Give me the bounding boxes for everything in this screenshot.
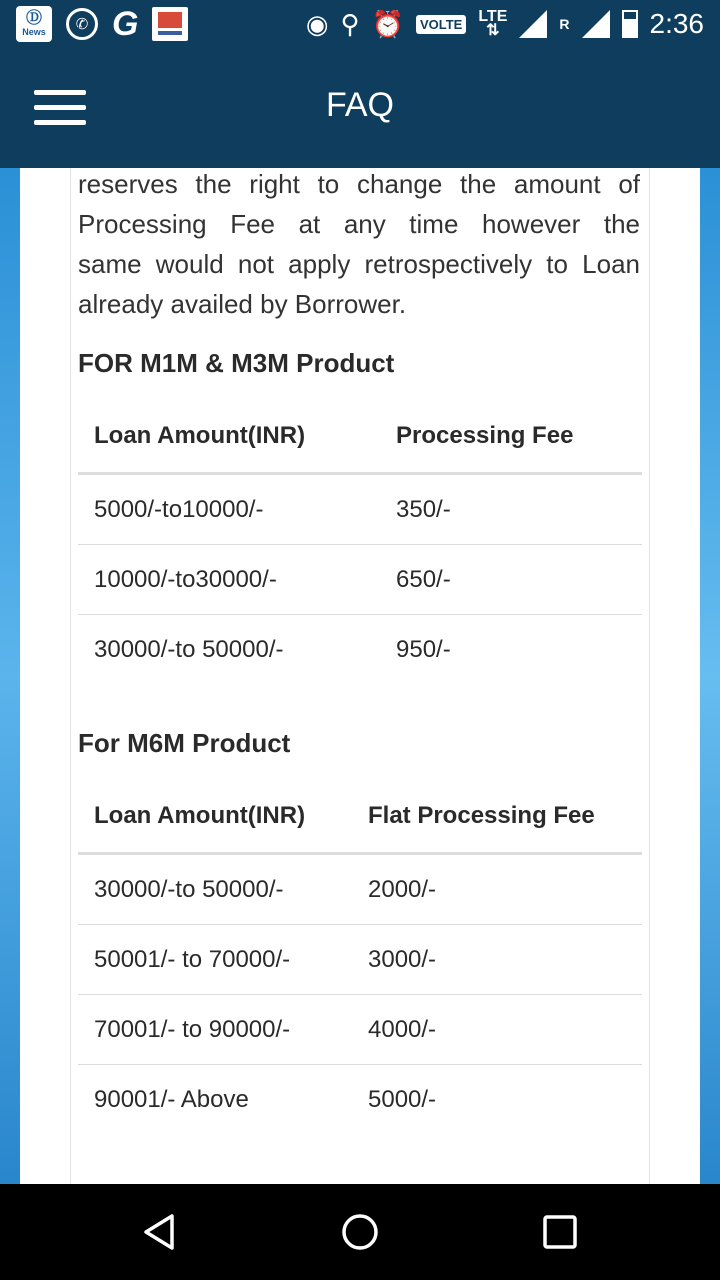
section-title-m6m: For M6M Product [78, 728, 291, 758]
news-label: News [22, 27, 46, 37]
table-row [78, 474, 642, 545]
lte-indicator: LTE ⇅ [478, 8, 508, 39]
table-row [78, 1065, 642, 1135]
table-cell: 350/- [380, 474, 642, 545]
table-cell: 90001/- Above [78, 1065, 352, 1135]
paragraph-line: same would not apply retrospectively to Loan [78, 249, 640, 279]
fee-paragraph [78, 168, 640, 324]
location-icon: ⚲ [340, 8, 360, 39]
lte-label: LTE [478, 8, 508, 25]
page-title: FAQ [325, 86, 395, 124]
paragraph-line: reserves the right to change the amount of [78, 169, 640, 199]
table-cell: 2000/- [352, 854, 642, 925]
column-header: Flat Processing Fee [352, 780, 642, 854]
column-header: Processing Fee [380, 400, 642, 474]
hotspot-icon: ◉ [305, 8, 329, 39]
app-bar [0, 48, 720, 168]
column-header: Loan Amount(INR) [78, 400, 380, 474]
back-triangle-icon[interactable] [140, 1212, 180, 1252]
paragraph-line: already availed by Borrower. [78, 289, 407, 319]
table-cell: 5000/-to10000/- [78, 474, 380, 545]
status-bar [0, 0, 720, 48]
system-status-icons [306, 6, 704, 42]
background-edge-left [0, 168, 20, 1184]
table-cell: 4000/- [352, 995, 642, 1065]
signal-roaming-icon [582, 10, 610, 38]
column-header: Loan Amount(INR) [78, 780, 352, 854]
fee-table-m6m [78, 780, 642, 1134]
table-cell: 30000/-to 50000/- [78, 854, 352, 925]
signal-icon [519, 10, 547, 38]
navigation-bar [0, 1184, 720, 1280]
table-cell: 650/- [380, 545, 642, 615]
table-cell: 5000/- [352, 1065, 642, 1135]
table-cell: 30000/-to 50000/- [78, 615, 380, 685]
table-row [78, 545, 642, 615]
alarm-icon: ⏰ [371, 8, 404, 39]
table-cell: 50001/- to 70000/- [78, 925, 352, 995]
table-row [78, 854, 642, 925]
table-cell: 3000/- [352, 925, 642, 995]
table-row [78, 615, 642, 685]
fee-table-m1m-m3m [78, 400, 642, 684]
recents-square-icon[interactable] [540, 1212, 580, 1252]
section-title-m1m-m3m: FOR M1M & M3M Product [78, 348, 395, 378]
background-edge-right [700, 168, 720, 1184]
volte-badge: VOLTE [416, 15, 466, 34]
notification-icons [16, 6, 188, 42]
faq-content[interactable] [20, 168, 700, 1184]
table-cell: 950/- [380, 615, 642, 685]
roaming-label: R [559, 16, 570, 32]
whatsapp-icon: ✆ [66, 8, 98, 40]
g-app-icon: G [112, 5, 139, 43]
table-cell: 70001/- to 90000/- [78, 995, 352, 1065]
paragraph-line: Processing Fee at any time however the [78, 209, 640, 239]
news-app-icon: Ⓓ News [16, 6, 52, 42]
table-header-row [78, 780, 642, 854]
table-cell: 10000/-to30000/- [78, 545, 380, 615]
clock: 2:36 [649, 8, 704, 39]
battery-icon [622, 10, 638, 38]
table-row [78, 925, 642, 995]
table-row [78, 995, 642, 1065]
table-header-row [78, 400, 642, 474]
book-app-icon [152, 7, 188, 41]
home-circle-icon[interactable] [340, 1212, 380, 1252]
